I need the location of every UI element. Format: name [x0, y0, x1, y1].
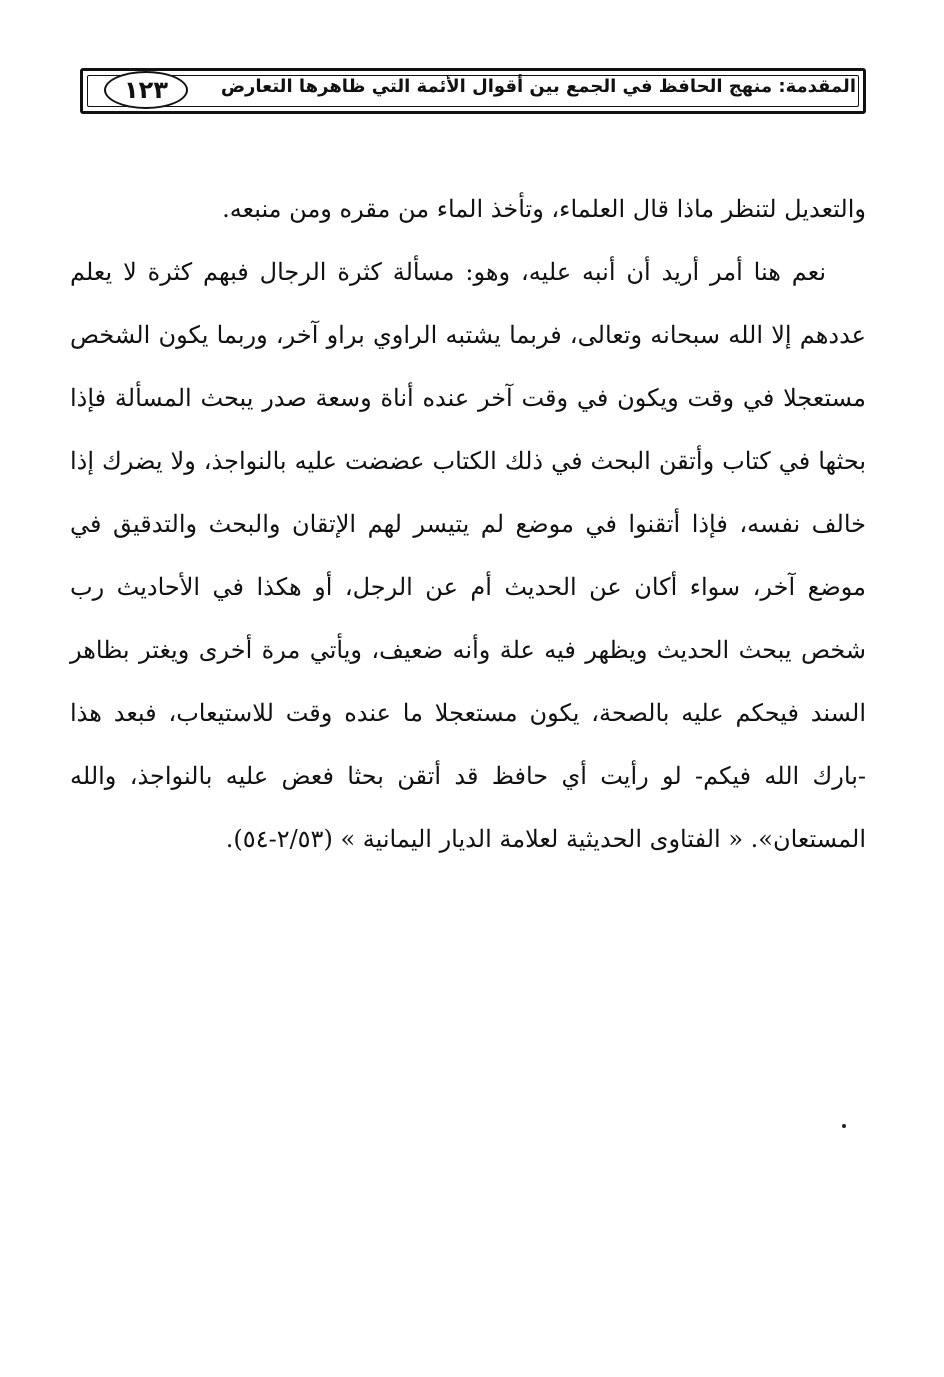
running-head-title: المقدمة: منهج الحافظ في الجمع بين أقوال الأئمة التي ظاهرها التعارض	[220, 76, 856, 97]
page-number-oval	[104, 71, 188, 109]
paragraph: والتعديل لتنظر ماذا قال العلماء، وتأخذ الماء من مقره ومن منبعه.	[222, 195, 866, 223]
ink-dot	[842, 1124, 846, 1128]
page-number: ١٢٣	[124, 76, 168, 104]
paragraph: نعم هنا أمر أريد أن أنبه عليه، وهو: مسألة كثرة الرجال فبهم كثرة لا يعلم عددهم إلا الله سبحانه وتعالى، فربما يشتبه الراوي براو آخر، وربما يكون الشخص مستعجلا في وقت ويكون في وقت آخر عنده أناة وسعة صدر يبحث المسألة فإذا بحثها في كتاب وأتقن البحث في ذلك الكتاب عضضت عليه بالنواجذ، ولا يضرك إذا خالف نفسه، فإذا أتقنوا في موضع لم يتيسر لهم الإتقان والبحث والتدقيق في موضع آخر، سواء أكان عن الحديث أم عن الرجل، أو هكذا في الأحاديث رب شخص يبحث الحديث ويظهر فيه علة وأنه ضعيف، ويأتي مرة أخرى ويغتر بظاهر السند فيحكم عليه بالصحة، يكون مستعجلا ما عنده وقت للاستيعاب، فبعد هذا -بارك الله فيكم- لو رأيت أي حافظ قد أتقن بحثا فعض عليه بالنواجذ، والله المستعان». « الفتاوى الحديثية لعلامة الديار اليمانية » (٢/٥٣-٥٤).	[70, 258, 866, 853]
body-text	[70, 178, 866, 871]
